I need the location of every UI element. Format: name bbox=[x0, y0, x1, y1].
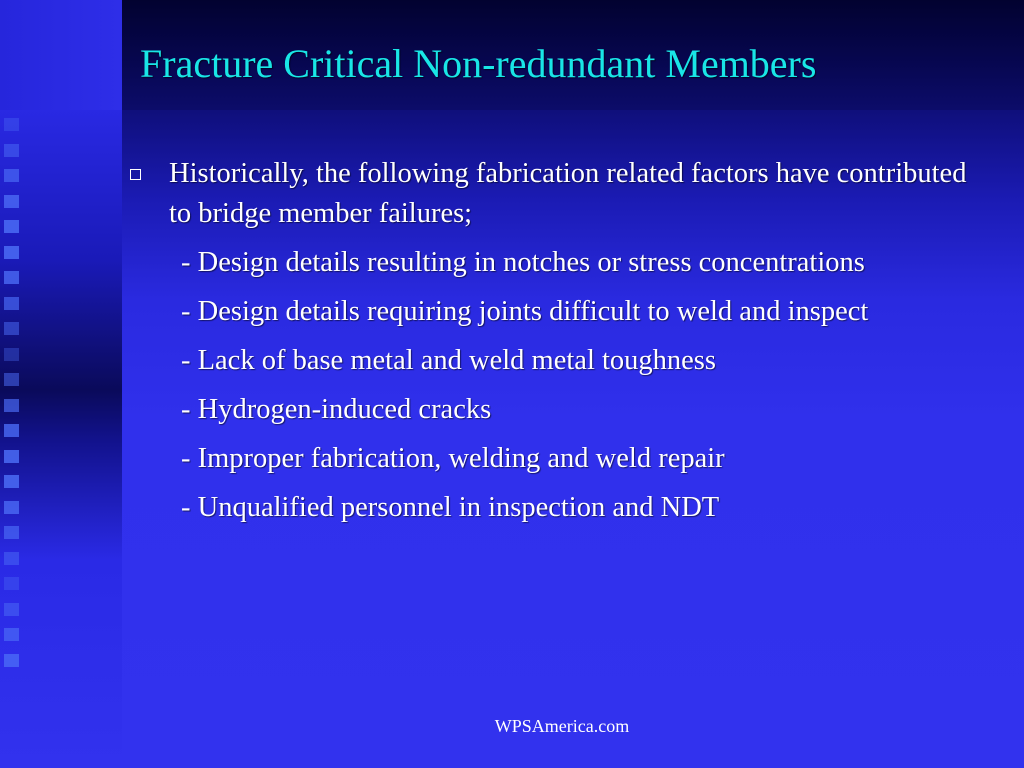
decorative-square bbox=[4, 654, 19, 667]
decorative-square bbox=[4, 297, 19, 310]
decorative-square bbox=[4, 322, 19, 335]
sub-item-joints: - Design details requiring joints difficult to weld and inspect bbox=[181, 296, 869, 327]
decorative-square bbox=[4, 169, 19, 182]
side-decoration-top bbox=[0, 0, 122, 110]
sub-list bbox=[128, 243, 988, 528]
bullet-item bbox=[128, 154, 988, 234]
sub-item-hydrogen-cracks: - Hydrogen-induced cracks bbox=[181, 394, 492, 425]
decorative-square bbox=[4, 475, 19, 488]
slide-body bbox=[128, 154, 988, 528]
decorative-square bbox=[4, 246, 19, 259]
slide-title: Fracture Critical Non-redundant Members bbox=[140, 41, 817, 86]
decorative-square bbox=[4, 628, 19, 641]
decorative-square bbox=[4, 526, 19, 539]
sub-item-notches: - Design details resulting in notches or stress concentrations bbox=[181, 247, 865, 278]
decorative-squares bbox=[4, 118, 28, 678]
decorative-square bbox=[4, 271, 19, 284]
sub-item-unqualified-personnel: - Unqualified personnel in inspection and NDT bbox=[181, 492, 720, 523]
decorative-square bbox=[4, 424, 19, 437]
sub-item-toughness: - Lack of base metal and weld metal toughness bbox=[181, 345, 716, 376]
decorative-square bbox=[4, 348, 19, 361]
decorative-square bbox=[4, 195, 19, 208]
decorative-square bbox=[4, 118, 19, 131]
bullet-text: Historically, the following fabrication related factors have contributed to bridge member failures; bbox=[169, 158, 967, 229]
decorative-square bbox=[4, 144, 19, 157]
decorative-square bbox=[4, 577, 19, 590]
decorative-square bbox=[4, 603, 19, 616]
sub-item-improper-fabrication: - Improper fabrication, welding and weld repair bbox=[181, 443, 725, 474]
decorative-square bbox=[4, 399, 19, 412]
footer-credit: WPSAmerica.com bbox=[494, 716, 630, 736]
decorative-square bbox=[4, 501, 19, 514]
decorative-square bbox=[4, 373, 19, 386]
hollow-square-bullet-icon bbox=[130, 169, 141, 180]
decorative-square bbox=[4, 552, 19, 565]
decorative-square bbox=[4, 220, 19, 233]
decorative-square bbox=[4, 450, 19, 463]
